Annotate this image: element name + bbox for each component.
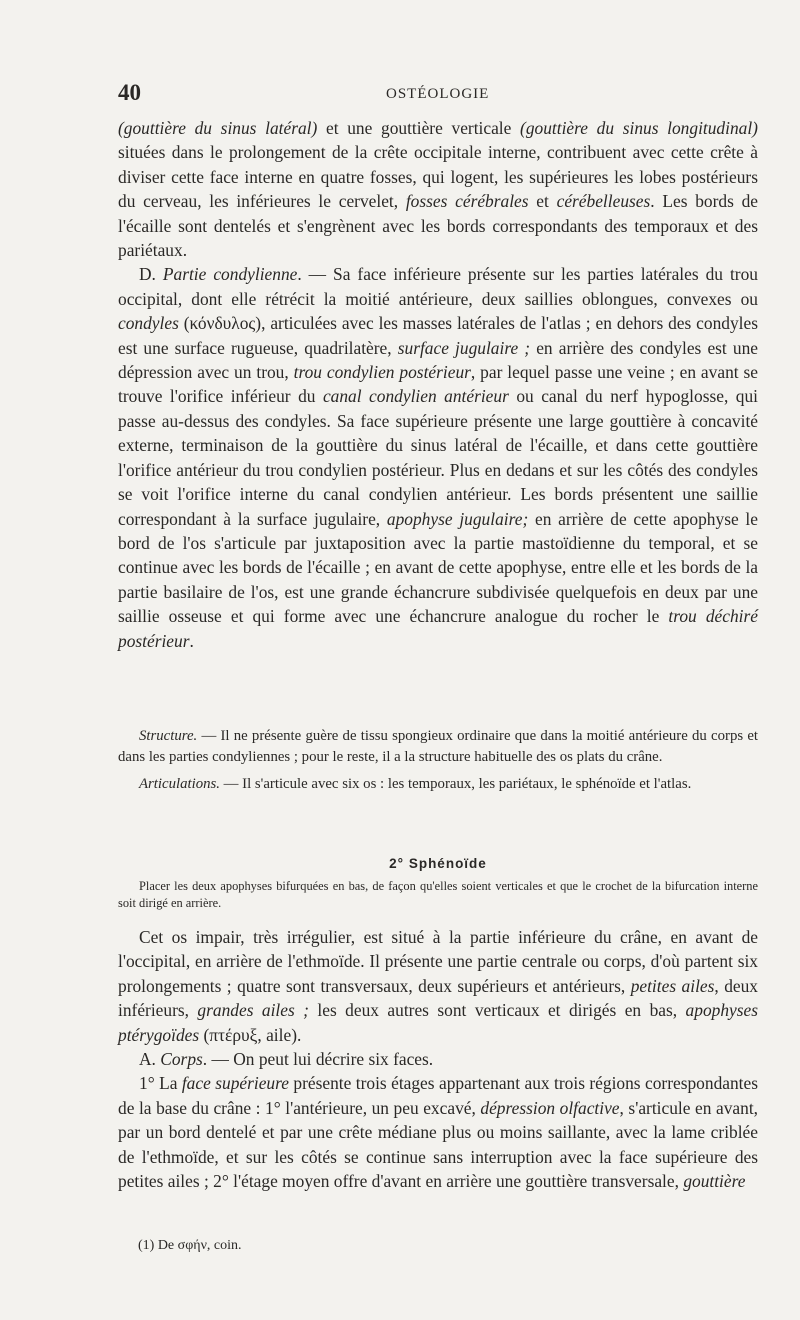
running-title: OSTÉOLOGIE	[386, 86, 490, 102]
footnote: (1) De σφήν, coin.	[138, 1238, 242, 1253]
main-text-top	[118, 116, 758, 653]
page-header	[118, 80, 758, 108]
small-print-block	[118, 726, 758, 801]
main-text-bottom	[118, 925, 758, 1193]
paragraph-sphenoide-intro: Cet os impair, très irrégulier, est situé à la partie inférieure du crâne, en avant de l'occipital, en arrière de l'ethmoïde. Il présente une partie centrale ou corps, d'où partent six prolongements ; quatre sont transversaux, deux supérieurs et antérieurs, petites ailes, deux inférieurs, grandes ailes ; les deux autres sont verticaux et dirigés en bas, apophyses ptérygoïdes (πτέρυξ, aile).	[118, 927, 758, 1045]
paragraph-face-superieure: 1° La face supérieure présente trois étages appartenant aux trois régions correspondantes de la base du crâne : 1° l'antérieure, un peu excavé, dépression olfactive, s'articule en avant, par un bord dentelé et par une crête médiane plus ou moins saillante, avec la lame criblée de l'ethmoïde, et sur les côtés se continue sans interruption avec la face supérieure des petites ailes ; 2° l'étage moyen offre d'avant en arrière une gouttière transversale, gouttière	[118, 1073, 759, 1192]
paragraph-fosses: (gouttière du sinus latéral) et une gouttière verticale (gouttière du sinus longitudinal) situées dans le prolongement de la crête occipitale interne, contribuent avec cette crête à diviser cette face interne en quatre fosses, qui logent, les supérieures les lobes postérieurs du cerveau, les inférieures le cervelet, fosses cérébrales et cérébelleuses. Les bords de l'écaille sont dentelés et s'engrènent avec les bords correspondants des temporaux et des pariétaux.	[118, 118, 759, 261]
placement-note: Placer les deux apophyses bifurquées en bas, de façon qu'elles soient verticales et que le crochet de la bifurcation interne soit dirigé en arrière.	[118, 879, 758, 910]
paragraph-articulations: Articulations. — Il s'articule avec six os : les temporaux, les pariétaux, le sphénoïde et l'atlas.	[139, 776, 692, 792]
page-number: 40	[118, 80, 141, 105]
paragraph-structure: Structure. — Il ne présente guère de tissu spongieux ordinaire que dans la moitié antérieure du corps et dans les parties condyliennes ; pour le reste, il a la structure habituelle des os plats du crâne.	[118, 728, 758, 765]
paragraph-corps: A. Corps. — On peut lui décrire six faces.	[139, 1049, 434, 1070]
section-heading-sphenoide: 2° Sphénoïde	[389, 856, 487, 871]
paragraph-partie-condylienne: D. Partie condylienne. — Sa face inférieure présente sur les parties latérales du trou occipital, dont elle rétrécit la moitié antérieure, deux saillies oblongues, convexes ou condyles (κόνδυλος), articulées avec les masses latérales de l'atlas ; en dehors des condyles est une surface rugueuse, quadrilatère, surface jugulaire ; en arrière des condyles est une dépression avec un trou, trou condylien postérieur, par lequel passe une veine ; en avant se trouve l'orifice inférieur du canal condylien antérieur ou canal du nerf hypoglosse, qui passe au-dessus des condyles. Sa face supérieure présente une large gouttière à concavité externe, terminaison de la gouttière du sinus latéral de l'écaille, et dans cette gouttière l'orifice antérieur du trou condylien postérieur. Plus en dedans et sur les côtés des condyles se voit l'orifice interne du canal condylien antérieur. Les bords présentent une saillie correspondant à la surface jugulaire, apophyse jugulaire; en arrière de cette apophyse le bord de l'os s'articule par juxtaposition avec la partie mastoïdienne du temporal, et se continue avec les bords de l'écaille ; en avant de cette apophyse, entre elle et les bords de la partie basilaire de l'os, est une grande échancrure subdivisée quelquefois en deux par une saillie osseuse et qui forme avec une échancrure analogue du rocher le trou déchiré postérieur.	[118, 264, 759, 651]
